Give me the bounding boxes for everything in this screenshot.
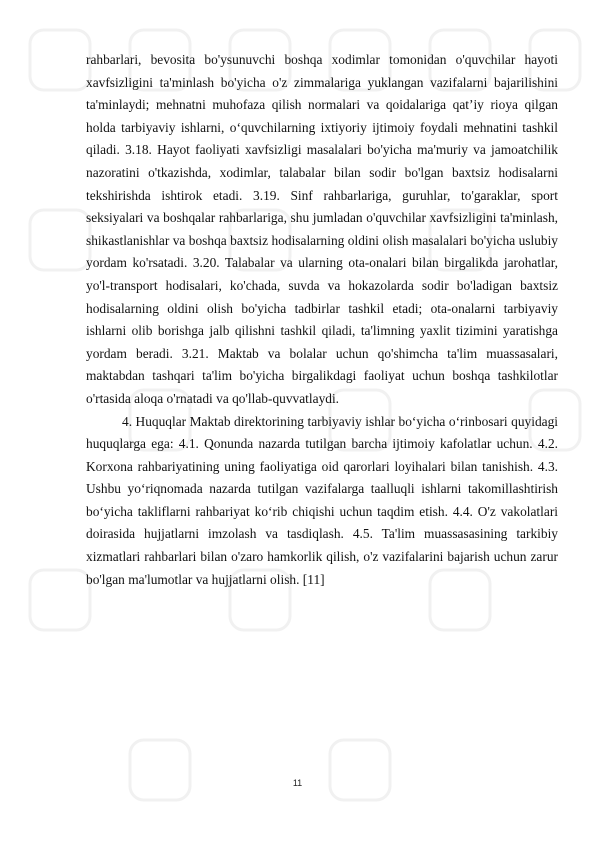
page-number: 11 [292, 778, 303, 788]
document-body [86, 49, 558, 591]
body-paragraph-responsibilities: rahbarlari, bevosita bo'ysunuvchi boshqa xodimlar tomonidan o'quvchilar hayoti xavfsizligini ta'minlash bo'yicha o'z zimmalariga yuklangan vazifalarni bajarilishini ta'minlaydi; mehnatni muhofaza qilish normalari va qoidalariga qat’iy rioya qilgan holda tarbiyaviy ishlarni, o‘quvchilarning ixtiyoriy ijtimoiy foydali mehnatini tashkil qiladi. 3.18. Hayot faoliyati xavfsizligi masalalari bo'yicha ma'muriy va jamoatchilik nazoratini o'tkazishda, xodimlar, talabalar bilan sodir bo'lgan baxtsiz hodisalarni tekshirishda ishtirok etadi. 3.19. Sinf rahbarlariga, guruhlar, to'garaklar, sport seksiyalari va boshqalar rahbarlariga, shu jumladan o'quvchilar xavfsizligini ta'minlash, shikastlanishlar va boshqa baxtsiz hodisalarning oldini olish masalalari bo'yicha uslubiy yordam ko'rsatadi. 3.20. Talabalar va ularning ota-onalari bilan birgalikda jarohatlar, yo'l-transport hodisalari, ko'chada, suvda va hokazolarda sodir bo'ladigan baxtsiz hodisalarning oldini olish bo'yicha tadbirlar tashkil etadi; ota-onalarni tarbiyaviy ishlarni olib borishga jalb qilishni tashkil qiladi, ta'limning yaxlit tizimini yaratishga yordam beradi. 3.21. Maktab va bolalar uchun qo'shimcha ta'lim muassasalari, maktabdan tashqari ta'lim bo'yicha birgalikdagi faoliyat uchun boshqa tashkilotlar o'rtasida aloqa o'rnatadi va qo'llab-quvvatlaydi. [86, 52, 558, 406]
body-paragraph-rights: 4. Huquqlar Maktab direktorining tarbiyaviy ishlar bo‘yicha o‘rinbosari quyidagi huquqlarga ega: 4.1. Qonunda nazarda tutilgan barcha ijtimoiy kafolatlar uchun. 4.2. Korxona rahbariyatining uning faoliyatiga oid qarorlari loyihalari bilan tanishish. 4.3. Ushbu yo‘riqnomada nazarda tutilgan vazifalarga taalluqli ishlarni takomillashtirish bo‘yicha takliflarni rahbariyat ko‘rib chiqishi uchun taqdim etish. 4.4. O'z vakolatlari doirasida hujjatlarni imzolash va tasdiqlash. 4.5. Ta'lim muassasasining tarkibiy xizmatlari rahbarlari bilan o'zaro hamkorlik qilish, o'z vazifalarini bajarish uchun zarur bo'lgan ma'lumotlar va hujjatlarni olish. [11] [86, 413, 558, 587]
